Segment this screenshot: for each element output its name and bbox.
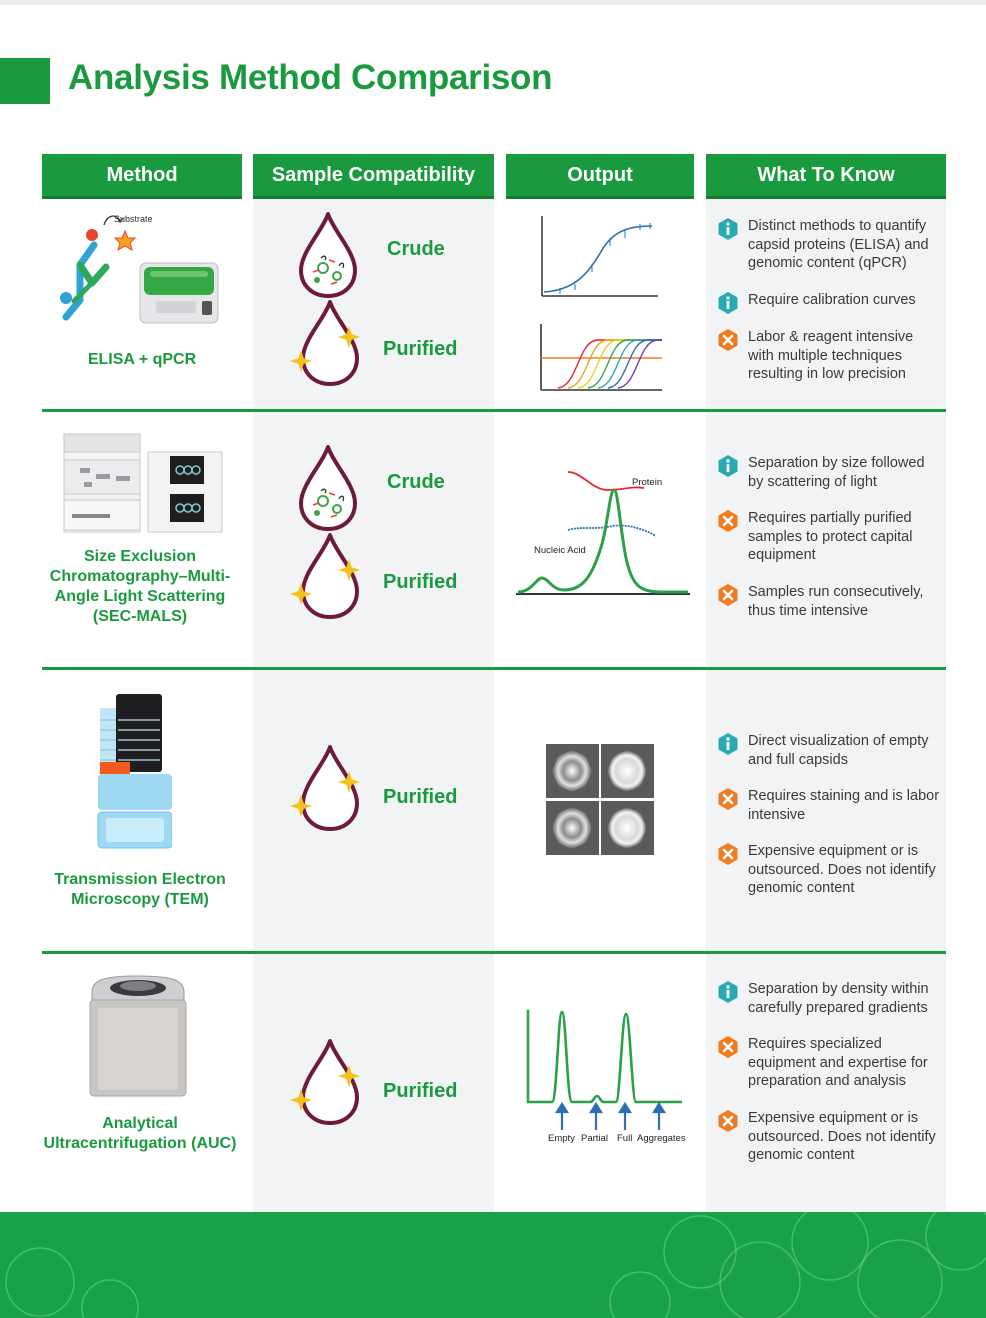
sample-crude-label: Crude — [387, 238, 445, 260]
auc-sedimentation-chart — [524, 1006, 690, 1146]
page-title: Analysis Method Comparison — [68, 58, 553, 97]
warning-x-icon — [716, 1035, 740, 1059]
warning-x-icon — [716, 509, 740, 533]
tem-capsid-images — [546, 744, 656, 856]
crude-sample-drop-icon — [293, 210, 363, 300]
top-strip — [0, 0, 986, 5]
note-item: Distinct methods to quantify capsid proteins (ELISA) and genomic content (qPCR) — [716, 217, 941, 273]
warning-x-icon — [716, 1109, 740, 1133]
header-what-to-know: What To Know — [706, 154, 946, 199]
note-item: Separation by size followed by scattering of light — [716, 454, 941, 491]
warning-x-icon — [716, 583, 740, 607]
sample-purified-label: Purified — [383, 338, 458, 360]
purified-sample-drop-icon — [290, 298, 370, 390]
note-item: Expensive equipment or is outsourced. Does not identify genomic content — [716, 1109, 941, 1165]
crude-sample-drop-icon — [293, 443, 363, 533]
purified-sample-drop-icon — [290, 531, 370, 623]
elisa-qpcr-illustration — [52, 205, 232, 335]
substrate-label: Substrate — [114, 214, 153, 224]
header-method: Method — [42, 154, 242, 199]
warning-x-icon — [716, 328, 740, 352]
sec-mals-chromatogram-chart — [512, 468, 694, 600]
footer-circle-pattern — [0, 1212, 986, 1318]
note-item: Direct visualization of empty and full capsids — [716, 732, 941, 769]
row-divider — [42, 409, 946, 412]
purified-sample-drop-icon — [290, 1037, 370, 1129]
tem-instrument-illustration — [92, 690, 172, 850]
sec-mals-instrument-illustration — [58, 430, 228, 535]
info-icon — [716, 217, 740, 241]
header-output: Output — [506, 154, 694, 199]
note-item: Requires staining and is labor intensive — [716, 787, 941, 824]
sample-crude-label: Crude — [387, 471, 445, 493]
auc-label-empty: Empty — [548, 1133, 575, 1144]
info-icon — [716, 291, 740, 315]
protein-label: Protein — [632, 477, 663, 488]
nucleic-acid-label: Nucleic Acid — [534, 545, 586, 556]
qpcr-amplification-chart — [538, 322, 664, 394]
note-item: Requires partially purified samples to protect capital equipment — [716, 509, 941, 565]
auc-label-full: Full — [617, 1133, 633, 1144]
note-item: Labor & reagent intensive with multiple techniques resulting in low precision — [716, 328, 941, 384]
warning-x-icon — [716, 842, 740, 866]
method-label: Transmission Electron Microscopy (TEM) — [54, 871, 226, 908]
method-label: ELISA + qPCR — [87, 351, 197, 368]
row-divider — [42, 951, 946, 954]
row-divider — [42, 667, 946, 670]
warning-x-icon — [716, 787, 740, 811]
method-label: Analytical Ultracentrifugation (AUC) — [43, 1115, 237, 1152]
method-label: Size Exclusion Chromatography–Multi-Angle Light Scattering (SEC-MALS) — [49, 548, 231, 625]
note-item: Requires specialized equipment and expertise for preparation and analysis — [716, 1035, 941, 1091]
info-icon — [716, 454, 740, 478]
sample-purified-label: Purified — [383, 786, 458, 808]
sample-purified-label: Purified — [383, 571, 458, 593]
auc-instrument-illustration — [84, 972, 192, 1100]
auc-label-partial: Partial — [581, 1133, 608, 1144]
auc-label-aggregates: Aggregates — [637, 1133, 686, 1144]
purified-sample-drop-icon — [290, 743, 370, 835]
note-item: Require calibration curves — [716, 291, 941, 315]
info-icon — [716, 980, 740, 1004]
info-icon — [716, 732, 740, 756]
sample-purified-label: Purified — [383, 1080, 458, 1102]
header-sample-compatibility: Sample Compatibility — [253, 154, 494, 199]
elisa-standard-curve-chart — [530, 212, 660, 302]
note-item: Separation by density within carefully prepared gradients — [716, 980, 941, 1017]
title-accent-block — [0, 58, 50, 104]
note-item: Expensive equipment or is outsourced. Does not identify genomic content — [716, 842, 941, 898]
note-item: Samples run consecutively, thus time intensive — [716, 583, 941, 620]
footer-band — [0, 1212, 986, 1318]
